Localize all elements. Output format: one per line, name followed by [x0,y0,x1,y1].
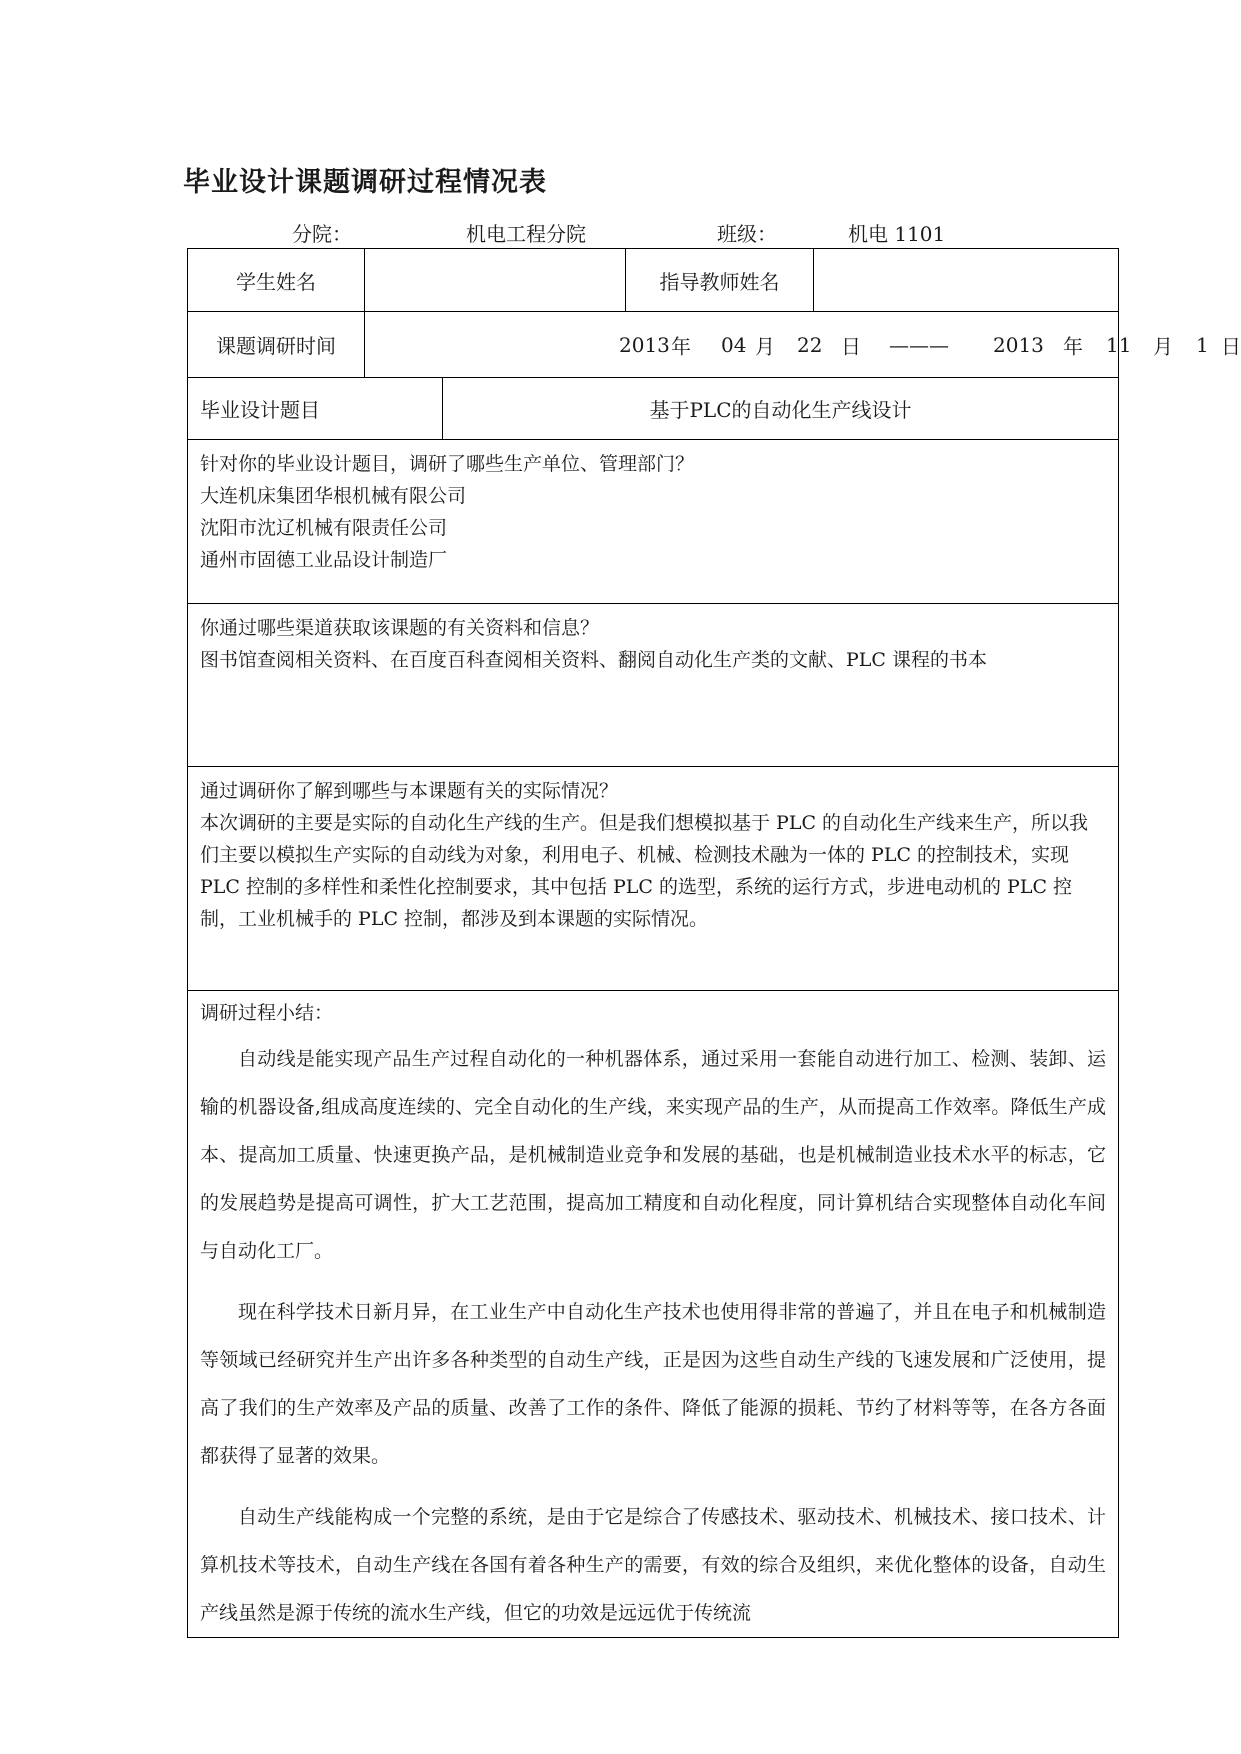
class-label: 班级： [717,222,777,246]
end-month-unit: 月 [1153,334,1173,358]
q1-cell[interactable] [188,440,1119,604]
summary-paragraph-2: 现在科学技术日新月异，在工业生产中自动化生产技术也使用得非常的普遍了，并且在电子和机械制造等领域已经研究并生产出许多各种类型的自动生产线，正是因为这些自动生产线的飞速发展和广泛使用，提高了我们的生产效率及产品的质量、改善了工作的条件、降低了能源的损耗、节约了材料等等，在各方各面都获得了显著的效果。 [200,1301,1106,1467]
q3-answer: 本次调研的主要是实际的自动化生产线的生产。但是我们想模拟基于 PLC 的自动化生产线来生产，所以我们主要以模拟生产实际的自动线为对象，利用电子、机械、检测技术融为一体的 PLC 的控制技术，实现 PLC 控制的多样性和柔性化控制要求，其中包括 PLC 的选型，系统的运行方式，步进电动机的 PLC 控制，工业机械手的 PLC 控制，都涉及到本课题的实际情况。 [200,812,1089,930]
q2-cell[interactable] [188,604,1119,767]
research-time-label: 课题调研时间 [216,334,336,358]
summary-label: 调研过程小结： [200,1002,334,1024]
topic-label: 毕业设计题目 [200,398,320,422]
row-q2 [188,604,1119,767]
start-day-unit: 日 [841,334,861,358]
row-topic [188,378,1119,440]
start-month-unit: 月 [755,334,775,358]
summary-paragraph-3: 自动生产线能构成一个完整的系统，是由于它是综合了传感技术、驱动技术、机械技术、接口技术、计算机技术等技术，自动生产线在各国有着各种生产的需要，有效的综合及组织，来优化整体的设备，自动生产线虽然是源于传统的流水生产线，但它的功效是远远优于传统流 [200,1506,1106,1624]
q1-question: 针对你的毕业设计题目，调研了哪些生产单位、管理部门？ [200,453,695,475]
end-day-unit: 日 [1221,334,1241,358]
teacher-name-field[interactable] [814,249,1119,312]
start-year: 2013 [619,332,670,357]
teacher-name-label: 指导教师姓名 [659,269,780,294]
date-range-dash: ——— [889,332,949,357]
end-year-unit: 年 [1063,334,1083,358]
summary-cell[interactable] [188,991,1119,1638]
page-title: 毕业设计课题调研过程情况表 [183,167,547,198]
row-student [188,249,1119,312]
branch-label: 分院： [292,222,352,246]
student-name-label-cell [188,249,365,312]
start-year-unit: 年 [671,334,691,358]
end-month: 11 [1106,332,1132,357]
summary-paragraph-1: 自动线是能实现产品生产过程自动化的一种机器体系，通过采用一套能自动进行加工、检测、装卸、运输的机器设备,组成高度连续的、完全自动化的生产线，来实现产品的生产，从而提高工作效率。降低生产成本、提高加工质量、快速更换产品，是机械制造业竞争和发展的基础，也是机械制造业技术水平的标志，它的发展趋势是提高可调性，扩大工艺范围，提高加工精度和自动化程度，同计算机结合实现整体自动化车间与自动化工厂。 [200,1048,1106,1262]
end-year: 2013 [993,332,1044,357]
student-name-field[interactable] [365,249,626,312]
q2-question: 你通过哪些渠道获取该课题的有关资料和信息？ [200,617,600,639]
student-name-label: 学生姓名 [236,269,316,294]
q3-cell[interactable] [188,767,1119,991]
q1-answer-2: 沈阳市沈辽机械有限责任公司 [200,517,448,539]
q2-answer: 图书馆查阅相关资料、在百度百科查阅相关资料、翻阅自动化生产类的文献、PLC 课程的书本 [200,649,987,671]
row-q1 [188,440,1119,604]
date-range [365,312,1241,377]
teacher-name-label-cell [626,249,814,312]
research-form-table [187,248,1241,1638]
research-time-label-cell [188,312,365,378]
end-day: 1 [1196,332,1209,357]
row-q3 [188,767,1119,991]
start-month: 04 [721,332,747,357]
q1-answer-1: 大连机床集团华根机械有限公司 [200,485,467,507]
q3-question: 通过调研你了解到哪些与本课题有关的实际情况？ [200,780,619,802]
row-summary [188,991,1119,1638]
start-day: 22 [797,332,823,357]
topic-field[interactable] [443,378,1119,440]
q1-answer-3: 通州市固德工业品设计制造厂 [200,549,448,571]
row-research-time [188,312,1119,378]
topic-value: 基于PLC的自动化生产线设计 [649,398,912,422]
research-time-field[interactable] [365,312,1241,378]
class-value: 机电 1101 [848,222,946,246]
topic-label-cell [188,378,443,440]
branch-value: 机电工程分院 [466,222,586,246]
